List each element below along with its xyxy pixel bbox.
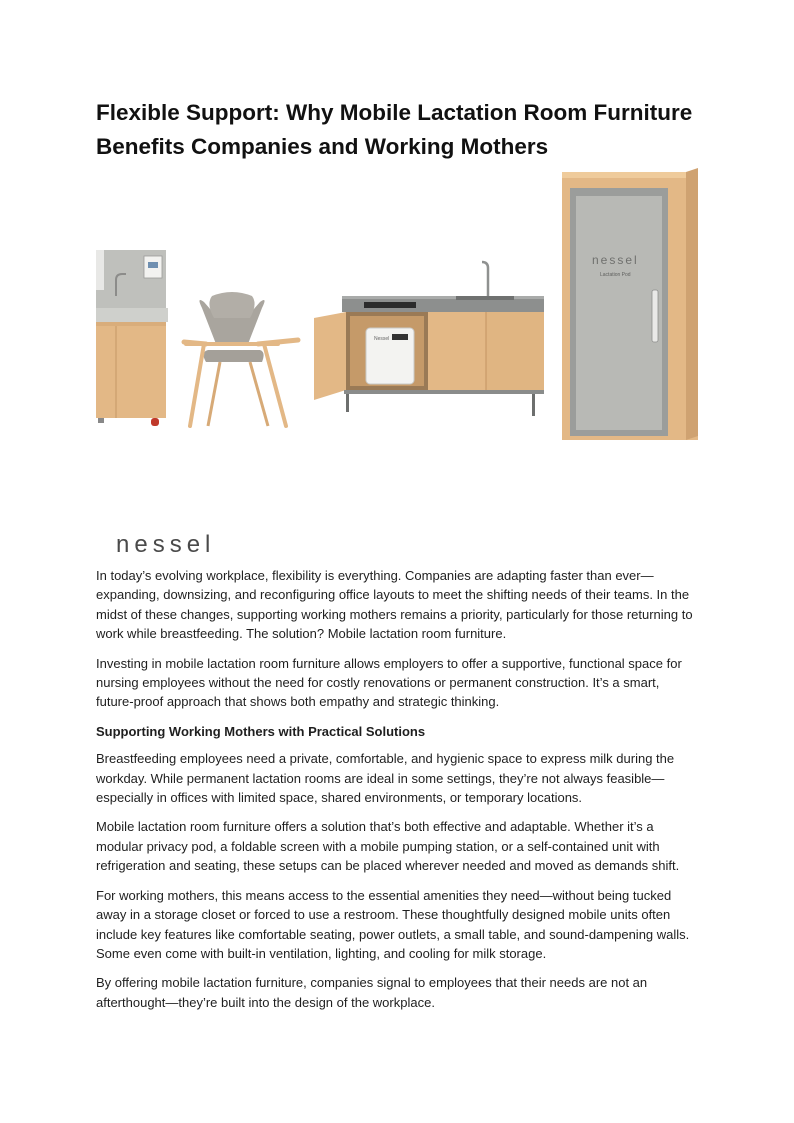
paragraph-3: Breastfeeding employees need a private, comfortable, and hygienic space to express milk during the workday. While permanent lactation rooms are ideal in some settings, they’re not always feasible—especially in offices with limited space, shared environments, or temporary locations.	[96, 751, 675, 806]
cabinet-door-middle	[428, 312, 486, 390]
pod-door-handle	[652, 290, 658, 342]
article-body	[96, 566, 700, 1022]
wash-caster	[151, 418, 159, 426]
cabinet-leg-1	[346, 394, 349, 412]
paragraph-4: Mobile lactation room furniture offers a solution that’s both effective and adaptable. Whether it’s a modular privacy pod, a foldable screen with a mobile pumping station, or a self-contained unit with refrigeration and seating, these setups can be placed wherever needed and moved as demands shift.	[96, 819, 680, 874]
chair-leg-fl	[190, 344, 204, 426]
paragraph-1: In today’s evolving workplace, flexibility is everything. Companies are adapting faster than ever—expanding, downsizing, and reconfiguring office layouts to meet the shifting needs of their teams. In the midst of these changes, supporting working mothers remains a priority, particularly for those returning to work while breastfeeding. The solution? Mobile lactation room furniture.	[96, 568, 693, 642]
chair-leg-br	[250, 362, 268, 426]
pod-logo: nessel	[592, 253, 639, 267]
logo-text: nessel	[116, 531, 216, 558]
dispenser-display	[148, 262, 158, 268]
cabinet-leg-2	[532, 394, 535, 416]
cabinet-door-right	[486, 312, 544, 390]
fridge-display	[392, 334, 408, 340]
wash-caster-left	[98, 418, 104, 423]
pod-door-panel	[576, 196, 662, 430]
countertop-slot	[364, 302, 416, 308]
chair-leg-bl	[208, 362, 220, 426]
sink-faucet	[482, 262, 488, 296]
wash-cabinet-lip	[96, 322, 166, 326]
furniture-product-image	[96, 168, 700, 443]
chair-back-top	[209, 292, 254, 318]
wash-station	[96, 250, 168, 426]
paragraph-5: For working mothers, this means access to the essential amenities they need—without being tucked away in a storage closet or forced to use a restroom. These thoughtfully designed mobile units often include key features like comfortable seating, power outlets, a small table, and sound-dampening walls. Some even come with built-in ventilation, lighting, and cooling for milk storage.	[96, 887, 690, 961]
sink-cabinet	[314, 262, 544, 416]
paragraph-2: Investing in mobile lactation room furniture allows employers to offer a supportive, functional space for nursing employees without the need for costly renovations or permanent construction. It’s a smart, future-proof approach that shows both empathy and strategic thinking.	[96, 655, 682, 710]
fridge-label: Nessel	[374, 336, 390, 342]
wash-cabinet	[96, 322, 166, 418]
open-door	[314, 312, 346, 400]
pod-label: Lactation Pod	[600, 272, 631, 278]
chair-leg-fr	[264, 344, 286, 426]
section-subheading: Supporting Working Mothers with Practical Solutions	[96, 723, 426, 739]
paper-towel	[96, 250, 104, 290]
lounge-chair	[184, 292, 298, 426]
pod-frame-top	[562, 172, 698, 178]
sink-basin	[456, 296, 514, 300]
chair-seat	[203, 350, 263, 362]
lactation-pod	[562, 168, 698, 440]
pod-frame-side	[686, 168, 698, 440]
wash-counter	[96, 308, 168, 322]
article-title: Flexible Support: Why Mobile Lactation Room Furniture Benefits Companies and Working Mothers	[96, 100, 693, 159]
paragraph-6: By offering mobile lactation furniture, companies signal to employees that their needs are not an afterthought—they’re built into the design of the workplace.	[96, 975, 648, 1010]
cabinet-base	[344, 390, 544, 394]
nessel-logo	[116, 530, 246, 558]
